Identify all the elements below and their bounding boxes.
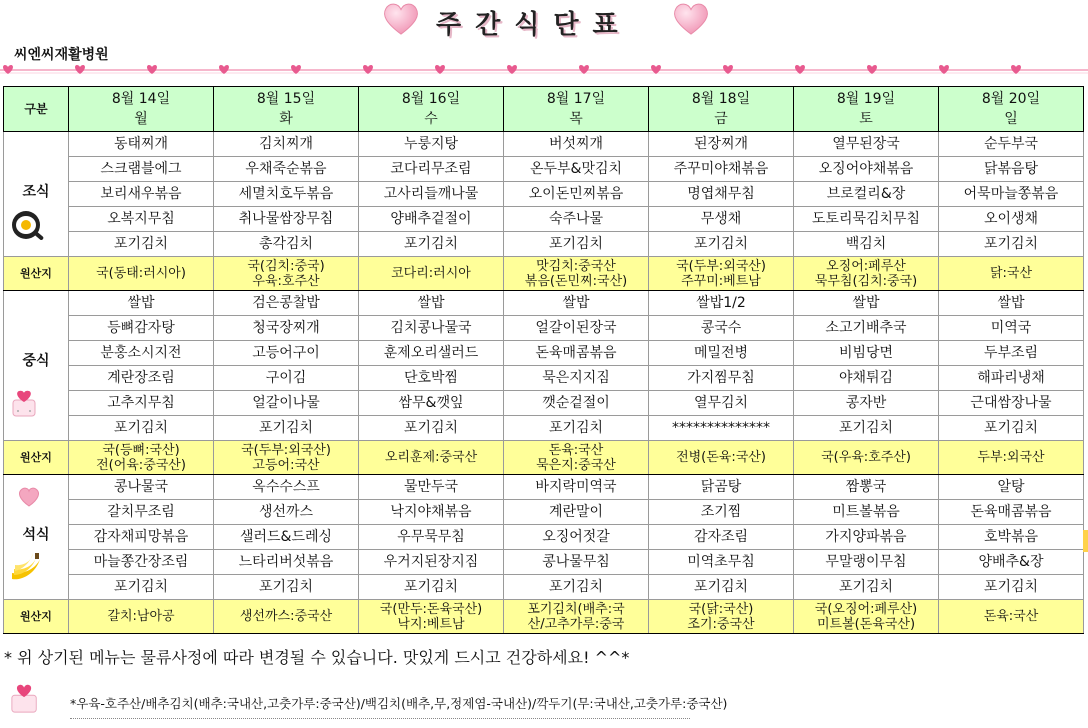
menu-item: 소고기배추국 bbox=[794, 316, 939, 341]
origin-cell bbox=[214, 600, 359, 634]
origin-cell bbox=[359, 600, 504, 634]
origin-text: 조기:중국산 bbox=[687, 616, 755, 632]
heart-icon bbox=[672, 2, 710, 36]
origin-text: 포기김치(배추:국 bbox=[527, 601, 625, 617]
menu-item: 두부조림 bbox=[939, 341, 1084, 366]
breakfast-row bbox=[4, 132, 1084, 157]
origin-text: 국(동태:러시아) bbox=[96, 266, 186, 281]
menu-item: 짬뽕국 bbox=[794, 475, 939, 500]
menu-item: 브로컬리&장 bbox=[794, 182, 939, 207]
origin-cell bbox=[939, 441, 1084, 475]
day-weekday: 화 bbox=[279, 111, 293, 127]
origin-text: 국(두부:외국산) bbox=[676, 258, 766, 274]
day-weekday: 금 bbox=[714, 111, 728, 127]
day-date: 8월 18일 bbox=[691, 91, 751, 107]
menu-item: 포기김치 bbox=[649, 575, 794, 600]
menu-item: 순두부국 bbox=[939, 132, 1084, 157]
origin-text: 묵무침(김치:중국) bbox=[814, 273, 918, 289]
menu-item: 우거지된장지짐 bbox=[359, 550, 504, 575]
menu-item: 양배추&장 bbox=[939, 550, 1084, 575]
menu-item: 검은콩찰밥 bbox=[214, 291, 359, 316]
page-title: 주간식단표 bbox=[436, 10, 632, 40]
menu-item: 총각김치 bbox=[214, 232, 359, 257]
menu-item: 포기김치 bbox=[649, 232, 794, 257]
dinner-label-cell bbox=[4, 475, 69, 600]
weekly-menu-table bbox=[3, 86, 1084, 634]
origin-cell bbox=[359, 441, 504, 475]
menu-item: 동태찌개 bbox=[69, 132, 214, 157]
origin-cell bbox=[649, 257, 794, 291]
menu-item: 등뼈감자탕 bbox=[69, 316, 214, 341]
origin-cell bbox=[794, 600, 939, 634]
menu-item: 계란말이 bbox=[504, 500, 649, 525]
menu-item: ************** bbox=[649, 416, 794, 441]
day-header bbox=[649, 87, 794, 132]
origin-text: 국(만두:돈육국산) bbox=[379, 601, 483, 617]
menu-item: 김치콩나물국 bbox=[359, 316, 504, 341]
cell-marker bbox=[1083, 530, 1088, 552]
origin-cell bbox=[794, 257, 939, 291]
menu-item: 분홍소시지전 bbox=[69, 341, 214, 366]
heart-icon bbox=[18, 487, 40, 515]
menu-item: 포기김치 bbox=[359, 416, 504, 441]
gift-box-icon bbox=[10, 389, 40, 427]
origin-text: 돈육:국산 bbox=[983, 609, 1039, 624]
origin-text: 국(김치:중국) bbox=[247, 258, 325, 274]
lunch-row bbox=[4, 291, 1084, 316]
day-header bbox=[504, 87, 649, 132]
origin-cell bbox=[69, 441, 214, 475]
menu-item: 고추지무침 bbox=[69, 391, 214, 416]
menu-item: 명엽채무침 bbox=[649, 182, 794, 207]
menu-item: 포기김치 bbox=[359, 575, 504, 600]
menu-item: 바지락미역국 bbox=[504, 475, 649, 500]
menu-item: 물만두국 bbox=[359, 475, 504, 500]
menu-item: 쌀밥 bbox=[794, 291, 939, 316]
menu-item: 포기김치 bbox=[504, 232, 649, 257]
lunch-row bbox=[4, 341, 1084, 366]
menu-item: 보리새우볶음 bbox=[69, 182, 214, 207]
origin-text: 오징어:페루산 bbox=[826, 258, 906, 274]
menu-item: 옥수수스프 bbox=[214, 475, 359, 500]
menu-item: 무생채 bbox=[649, 207, 794, 232]
menu-item: 미역국 bbox=[939, 316, 1084, 341]
menu-item: 포기김치 bbox=[69, 416, 214, 441]
origin-cell bbox=[69, 257, 214, 291]
origin-text: 갈치:남아공 bbox=[107, 609, 175, 624]
origin-cell bbox=[359, 257, 504, 291]
menu-item: 쌈무&깻잎 bbox=[359, 391, 504, 416]
day-date: 8월 16일 bbox=[401, 91, 461, 107]
menu-item: 알탕 bbox=[939, 475, 1084, 500]
menu-item: 열무된장국 bbox=[794, 132, 939, 157]
header-row bbox=[4, 87, 1084, 132]
origin-text: 묵은지:중국산 bbox=[536, 457, 616, 473]
origin-cell bbox=[504, 441, 649, 475]
menu-item: 오징어젓갈 bbox=[504, 525, 649, 550]
origin-text: 닭:국산 bbox=[989, 266, 1033, 281]
lunch-row bbox=[4, 316, 1084, 341]
origin-text: 산/고추가루:중국 bbox=[527, 616, 625, 632]
day-weekday: 목 bbox=[569, 111, 583, 127]
origin-text: 우육:호주산 bbox=[252, 273, 320, 289]
menu-item: 고사리들깨나물 bbox=[359, 182, 504, 207]
origin-cell bbox=[69, 600, 214, 634]
menu-item: 미역초무침 bbox=[649, 550, 794, 575]
menu-item: 오이생채 bbox=[939, 207, 1084, 232]
menu-item: 세멸치호두볶음 bbox=[214, 182, 359, 207]
menu-item: 해파리냉채 bbox=[939, 366, 1084, 391]
menu-item: 마늘쫑간장조림 bbox=[69, 550, 214, 575]
day-header bbox=[359, 87, 504, 132]
origin-text: 국(등뼈:국산) bbox=[102, 442, 180, 458]
menu-item: 닭볶음탕 bbox=[939, 157, 1084, 182]
breakfast-row bbox=[4, 182, 1084, 207]
dinner-label: 석식 bbox=[22, 527, 50, 543]
day-weekday: 일 bbox=[1004, 111, 1018, 127]
origin-cell bbox=[214, 257, 359, 291]
dinner-origin-row bbox=[4, 600, 1084, 634]
origin-cell bbox=[649, 441, 794, 475]
menu-item: 깻순겉절이 bbox=[504, 391, 649, 416]
menu-item: 포기김치 bbox=[214, 416, 359, 441]
menu-item: 호박볶음 bbox=[939, 525, 1084, 550]
day-date: 8월 15일 bbox=[256, 91, 316, 107]
origin-text: 볶음(돈민찌:국산) bbox=[524, 273, 628, 289]
day-date: 8월 19일 bbox=[836, 91, 896, 107]
breakfast-row bbox=[4, 157, 1084, 182]
notice-text: * 위 상기된 메뉴는 물류사정에 따라 변경될 수 있습니다. 맛있게 드시고 건강하세요! ^^* bbox=[4, 648, 630, 667]
menu-item: 고등어구이 bbox=[214, 341, 359, 366]
origin-cell bbox=[794, 441, 939, 475]
menu-item: 우채죽순볶음 bbox=[214, 157, 359, 182]
menu-item: 오이돈민찌볶음 bbox=[504, 182, 649, 207]
origin-text: 국(닭:국산) bbox=[688, 601, 754, 617]
menu-item: 쌀밥 bbox=[69, 291, 214, 316]
hospital-name: 씨엔씨재활병원 bbox=[14, 47, 109, 63]
menu-item: 메밀전병 bbox=[649, 341, 794, 366]
menu-item: 청국장찌개 bbox=[214, 316, 359, 341]
menu-item: 미트볼볶음 bbox=[794, 500, 939, 525]
menu-item: 무말랭이무침 bbox=[794, 550, 939, 575]
lunch-row bbox=[4, 416, 1084, 441]
menu-item: 온두부&맛김치 bbox=[504, 157, 649, 182]
header-label: 구분 bbox=[4, 87, 69, 132]
menu-item: 얼갈이된장국 bbox=[504, 316, 649, 341]
breakfast-row bbox=[4, 207, 1084, 232]
day-header bbox=[69, 87, 214, 132]
breakfast-row bbox=[4, 232, 1084, 257]
menu-item: 포기김치 bbox=[359, 232, 504, 257]
origin-cell bbox=[504, 600, 649, 634]
menu-item: 코다리무조림 bbox=[359, 157, 504, 182]
lunch-label: 중식 bbox=[22, 353, 50, 369]
menu-item: 구이김 bbox=[214, 366, 359, 391]
menu-item: 쌀밥 bbox=[359, 291, 504, 316]
origin-cell bbox=[649, 600, 794, 634]
origin-text: 전병(돈육:국산) bbox=[676, 450, 766, 465]
menu-item: 스크램블에그 bbox=[69, 157, 214, 182]
origin-cell bbox=[939, 257, 1084, 291]
origin-text: 돈육:국산 bbox=[548, 442, 604, 458]
origin-text: 국(우육:호주산) bbox=[821, 450, 911, 465]
menu-item: 열무김치 bbox=[649, 391, 794, 416]
menu-item: 주꾸미야채볶음 bbox=[649, 157, 794, 182]
menu-item: 도토리묵김치무침 bbox=[794, 207, 939, 232]
menu-item: 생선까스 bbox=[214, 500, 359, 525]
menu-item: 포기김치 bbox=[504, 416, 649, 441]
day-header bbox=[794, 87, 939, 132]
menu-item: 쌀밥 bbox=[939, 291, 1084, 316]
menu-item: 누룽지탕 bbox=[359, 132, 504, 157]
menu-item: 느타리버섯볶음 bbox=[214, 550, 359, 575]
menu-item: 취나물쌈장무침 bbox=[214, 207, 359, 232]
origin-text: 낙지:베트남 bbox=[397, 616, 465, 632]
origin-footnote: *우육-호주산/배추김치(배추:국내산,고춧가루:중국산)/백김치(배추,무,정제염-국내산)/깍두기(무:국내산,고춧가루:중국산) bbox=[70, 696, 728, 711]
menu-item: 훈제오리샐러드 bbox=[359, 341, 504, 366]
menu-item: 포기김치 bbox=[504, 575, 649, 600]
menu-item: 가지양파볶음 bbox=[794, 525, 939, 550]
menu-item: 비빔당면 bbox=[794, 341, 939, 366]
day-header bbox=[214, 87, 359, 132]
menu-item: 쌀밥1/2 bbox=[649, 291, 794, 316]
menu-item: 돈육매콤볶음 bbox=[504, 341, 649, 366]
origin-text: 코다리:러시아 bbox=[391, 266, 471, 281]
menu-item: 닭곰탕 bbox=[649, 475, 794, 500]
menu-item: 조기찜 bbox=[649, 500, 794, 525]
breakfast-origin-row bbox=[4, 257, 1084, 291]
menu-item: 얼갈이나물 bbox=[214, 391, 359, 416]
menu-item: 낙지야채볶음 bbox=[359, 500, 504, 525]
title-bar bbox=[0, 0, 1088, 40]
origin-text: 주꾸미:베트남 bbox=[681, 273, 761, 289]
menu-item: 숙주나물 bbox=[504, 207, 649, 232]
menu-item: 된장찌개 bbox=[649, 132, 794, 157]
menu-item: 우무묵무침 bbox=[359, 525, 504, 550]
menu-item: 포기김치 bbox=[69, 232, 214, 257]
dinner-row bbox=[4, 525, 1084, 550]
origin-label: 원산지 bbox=[4, 600, 69, 634]
heart-box-icon bbox=[8, 684, 42, 714]
day-date: 8월 20일 bbox=[981, 91, 1041, 107]
menu-item: 포기김치 bbox=[794, 416, 939, 441]
dinner-row bbox=[4, 475, 1084, 500]
day-date: 8월 14일 bbox=[111, 91, 171, 107]
menu-item: 갈치무조림 bbox=[69, 500, 214, 525]
menu-item: 감자조림 bbox=[649, 525, 794, 550]
origin-cell bbox=[939, 600, 1084, 634]
menu-item: 포기김치 bbox=[939, 416, 1084, 441]
menu-item: 버섯찌개 bbox=[504, 132, 649, 157]
origin-text: 전(어육:중국산) bbox=[96, 457, 186, 473]
menu-item: 돈육매콤볶음 bbox=[939, 500, 1084, 525]
menu-item: 백김치 bbox=[794, 232, 939, 257]
banana-icon bbox=[10, 551, 44, 593]
day-weekday: 월 bbox=[134, 111, 148, 127]
menu-item: 어묵마늘쫑볶음 bbox=[939, 182, 1084, 207]
origin-text: 맛김치:중국산 bbox=[536, 258, 616, 274]
menu-item: 쌀밥 bbox=[504, 291, 649, 316]
menu-item: 김치찌개 bbox=[214, 132, 359, 157]
origin-cell bbox=[214, 441, 359, 475]
origin-text: 고등어:국산 bbox=[252, 457, 320, 473]
menu-item: 계란장조림 bbox=[69, 366, 214, 391]
lunch-row bbox=[4, 391, 1084, 416]
origin-label: 원산지 bbox=[4, 257, 69, 291]
menu-item: 감자채피망볶음 bbox=[69, 525, 214, 550]
fried-egg-icon bbox=[10, 208, 44, 250]
menu-item: 단호박찜 bbox=[359, 366, 504, 391]
heart-icon bbox=[382, 2, 420, 36]
menu-item: 포기김치 bbox=[214, 575, 359, 600]
menu-item: 오징어야채볶음 bbox=[794, 157, 939, 182]
menu-item: 묵은지지짐 bbox=[504, 366, 649, 391]
day-header bbox=[939, 87, 1084, 132]
origin-label: 원산지 bbox=[4, 441, 69, 475]
lunch-origin-row bbox=[4, 441, 1084, 475]
menu-item: 양배추겉절이 bbox=[359, 207, 504, 232]
day-date: 8월 17일 bbox=[546, 91, 606, 107]
lunch-label-cell bbox=[4, 291, 69, 441]
heart-divider bbox=[0, 64, 1088, 76]
origin-text: 오리훈제:중국산 bbox=[384, 450, 478, 465]
menu-item: 콩나물국 bbox=[69, 475, 214, 500]
menu-item: 야채튀김 bbox=[794, 366, 939, 391]
menu-item: 콩자반 bbox=[794, 391, 939, 416]
breakfast-label-cell bbox=[4, 132, 69, 257]
origin-cell bbox=[504, 257, 649, 291]
menu-item: 샐러드&드레싱 bbox=[214, 525, 359, 550]
menu-item: 포기김치 bbox=[69, 575, 214, 600]
lunch-row bbox=[4, 366, 1084, 391]
menu-item: 포기김치 bbox=[939, 232, 1084, 257]
dinner-row bbox=[4, 550, 1084, 575]
breakfast-label: 조식 bbox=[22, 184, 50, 200]
menu-item: 포기김치 bbox=[794, 575, 939, 600]
origin-text: 미트볼(돈육국산) bbox=[816, 616, 916, 632]
dinner-row bbox=[4, 500, 1084, 525]
menu-item: 오복지무침 bbox=[69, 207, 214, 232]
origin-text: 두부:외국산 bbox=[977, 450, 1045, 465]
menu-item: 콩나물무침 bbox=[504, 550, 649, 575]
origin-text: 국(오징어:페루산) bbox=[814, 601, 918, 617]
origin-text: 생선까스:중국산 bbox=[239, 609, 333, 624]
origin-text: 국(두부:외국산) bbox=[241, 442, 331, 458]
day-weekday: 수 bbox=[424, 111, 438, 127]
dinner-row bbox=[4, 575, 1084, 600]
menu-item: 가지찜무침 bbox=[649, 366, 794, 391]
day-weekday: 토 bbox=[859, 111, 873, 127]
menu-item: 포기김치 bbox=[939, 575, 1084, 600]
menu-item: 근대쌈장나물 bbox=[939, 391, 1084, 416]
menu-item: 콩국수 bbox=[649, 316, 794, 341]
